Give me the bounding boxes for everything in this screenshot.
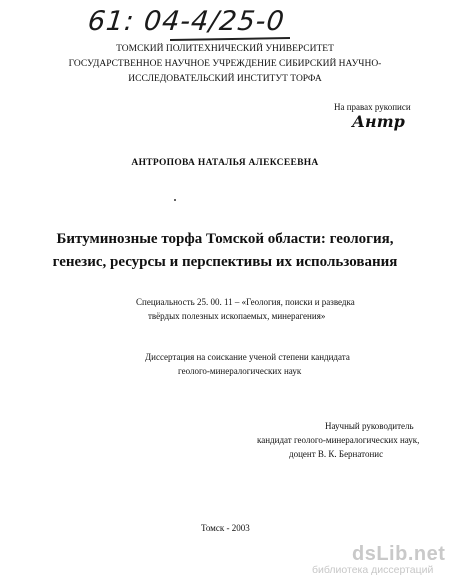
stray-dot xyxy=(174,199,176,201)
institution-line-3: ИССЛЕДОВАТЕЛЬСКИЙ ИНСТИТУТ ТОРФА xyxy=(128,74,322,84)
manuscript-note: На правах рукописи xyxy=(334,102,411,112)
dissertation-line-2: геолого-минералогических наук xyxy=(178,366,302,376)
watermark-subtitle: библиотека диссертаций xyxy=(312,564,434,576)
title-line-2: генезис, ресурсы и перспективы их использования xyxy=(52,254,398,270)
specialty-line-2: твёрдых полезных ископаемых, минерагения» xyxy=(148,311,326,321)
specialty-line-1: Специальность 25. 00. 11 – «Геология, поиски и разведка xyxy=(136,297,355,307)
institution-line-1: ТОМСКИЙ ПОЛИТЕХНИЧЕСКИЙ УНИВЕРСИТЕТ xyxy=(116,44,334,54)
place-year: Томск - 2003 xyxy=(201,523,250,533)
title-line-1: Битуминозные торфа Томской области: геология, xyxy=(56,231,394,247)
dissertation-line-1: Диссертация на соискание ученой степени кандидата xyxy=(145,352,350,362)
handwritten-underline xyxy=(170,37,290,41)
supervisor-name: доцент В. К. Бернатонис xyxy=(289,449,384,459)
handwritten-catalog-number: 61: 04-4/25-0 xyxy=(86,6,287,37)
institution-line-2: ГОСУДАРСТВЕННОЕ НАУЧНОЕ УЧРЕЖДЕНИЕ СИБИРСКИЙ НАУЧНО- xyxy=(68,59,382,69)
watermark-logo: dsLib.net xyxy=(352,543,446,565)
author-name: АНТРОПОВА НАТАЛЬЯ АЛЕКСЕЕВНА xyxy=(131,158,319,168)
supervisor-title: Научный руководитель xyxy=(325,421,414,431)
supervisor-degree: кандидат геолого-минералогических наук, xyxy=(257,435,420,445)
author-signature: Антр xyxy=(352,112,405,131)
